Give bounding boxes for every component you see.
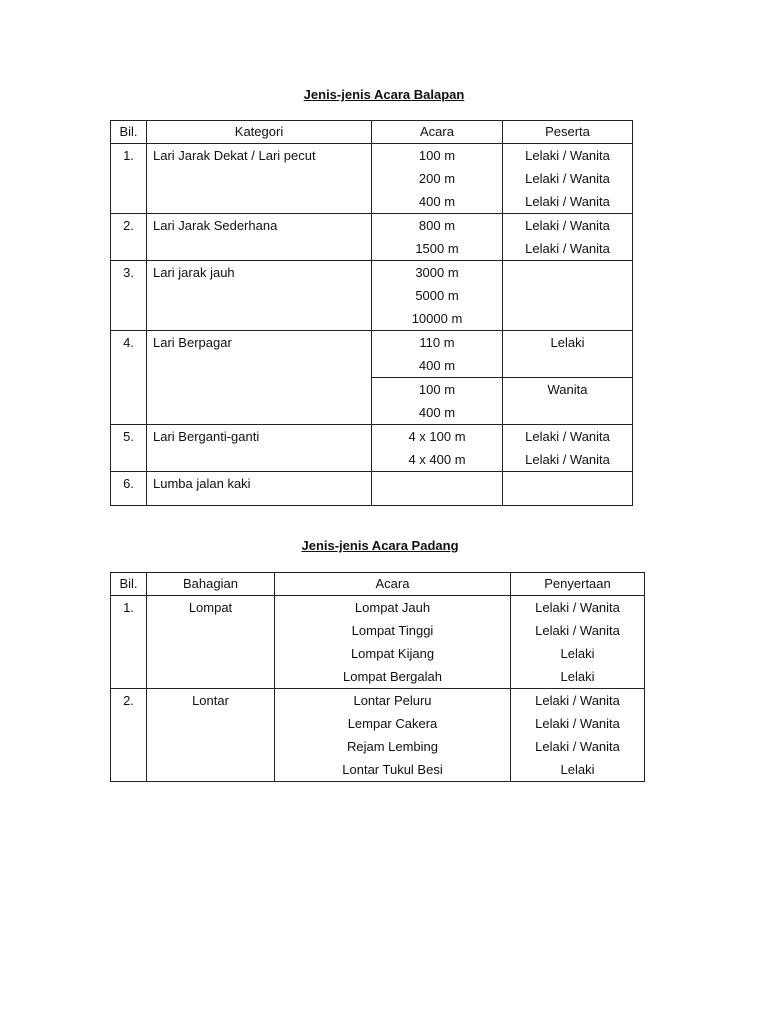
table-header-row [111, 121, 633, 144]
acara-item: Lompat Bergalah [342, 669, 442, 684]
acara-item: Lompat Jauh [354, 600, 431, 615]
peserta-item: Lelaki [550, 335, 585, 350]
table-row [111, 214, 633, 261]
header-bahagian: Bahagian [147, 573, 275, 596]
penyertaan-item: Lelaki / Wanita [535, 623, 620, 638]
penyertaan-item: Lelaki / Wanita [535, 716, 620, 731]
penyertaan-item: Lelaki / Wanita [535, 600, 620, 615]
acara-item: 400 m [418, 358, 456, 373]
peserta-item: Lelaki / Wanita [525, 218, 610, 233]
row-kategori: Lari jarak jauh [153, 265, 235, 280]
table-row [111, 596, 645, 689]
penyertaan-item: Lelaki / Wanita [535, 693, 620, 708]
balapan-title: Jenis-jenis Acara Balapan [303, 87, 465, 102]
acara-item: Lempar Cakera [347, 716, 438, 731]
acara-item: 400 m [418, 194, 456, 209]
balapan-table [110, 120, 633, 506]
acara-item: 1500 m [415, 241, 459, 256]
header-penyertaan: Penyertaan [511, 573, 645, 596]
penyertaan-item: Lelaki [560, 646, 595, 661]
peserta-item: Lelaki / Wanita [525, 148, 610, 163]
acara-item: 4 x 400 m [408, 452, 466, 467]
header-bil: Bil. [111, 573, 147, 596]
row-bahagian: Lompat [188, 600, 233, 615]
acara-item: 10000 m [411, 311, 463, 326]
table-row [111, 425, 633, 472]
header-peserta: Peserta [503, 121, 633, 144]
row-bil: 2. [123, 218, 134, 233]
row-kategori: Lari Berganti-ganti [153, 429, 260, 444]
peserta-item: Lelaki / Wanita [525, 194, 610, 209]
acara-item: 4 x 100 m [408, 429, 466, 444]
table-header-row [111, 573, 645, 596]
table-row [111, 331, 633, 378]
row-bil: 3. [123, 265, 134, 280]
acara-item: 100 m [418, 382, 456, 397]
header-acara: Acara [372, 121, 503, 144]
padang-table [110, 572, 645, 782]
peserta-item: Lelaki / Wanita [525, 241, 610, 256]
row-bil: 1. [123, 148, 134, 163]
acara-item: 5000 m [415, 288, 459, 303]
acara-item: Lontar Peluru [353, 693, 432, 708]
peserta-item: Wanita [547, 382, 588, 397]
row-kategori: Lari Berpagar [153, 335, 232, 350]
row-kategori: Lari Jarak Sederhana [153, 218, 278, 233]
peserta-item: Lelaki / Wanita [525, 171, 610, 186]
acara-item: 100 m [418, 148, 456, 163]
row-bil: 1. [123, 600, 134, 615]
table-row [111, 689, 645, 782]
header-acara: Acara [275, 573, 511, 596]
header-kategori: Kategori [147, 121, 372, 144]
acara-item: Lontar Tukul Besi [342, 762, 443, 777]
row-kategori: Lari Jarak Dekat / Lari pecut [153, 148, 316, 163]
table-row [111, 472, 633, 506]
peserta-item: Lelaki / Wanita [525, 429, 610, 444]
penyertaan-item: Lelaki [560, 762, 595, 777]
acara-item: 3000 m [415, 265, 459, 280]
acara-item: Lompat Kijang [350, 646, 435, 661]
table-row [111, 144, 633, 214]
row-kategori: Lumba jalan kaki [153, 476, 251, 491]
header-bil: Bil. [111, 121, 147, 144]
penyertaan-item: Lelaki / Wanita [535, 739, 620, 754]
acara-item: Lompat Tinggi [351, 623, 434, 638]
acara-item: 400 m [418, 405, 456, 420]
row-bil: 2. [123, 693, 134, 708]
row-bil: 5. [123, 429, 134, 444]
table-row [111, 261, 633, 331]
row-bil: 4. [123, 335, 134, 350]
acara-item: 200 m [418, 171, 456, 186]
penyertaan-item: Lelaki [560, 669, 595, 684]
acara-item: Rejam Lembing [346, 739, 439, 754]
acara-item: 800 m [418, 218, 456, 233]
acara-item: 110 m [419, 335, 455, 350]
padang-title: Jenis-jenis Acara Padang [301, 538, 459, 553]
row-bil: 6. [123, 476, 134, 491]
row-bahagian: Lontar [192, 693, 229, 708]
peserta-item: Lelaki / Wanita [525, 452, 610, 467]
